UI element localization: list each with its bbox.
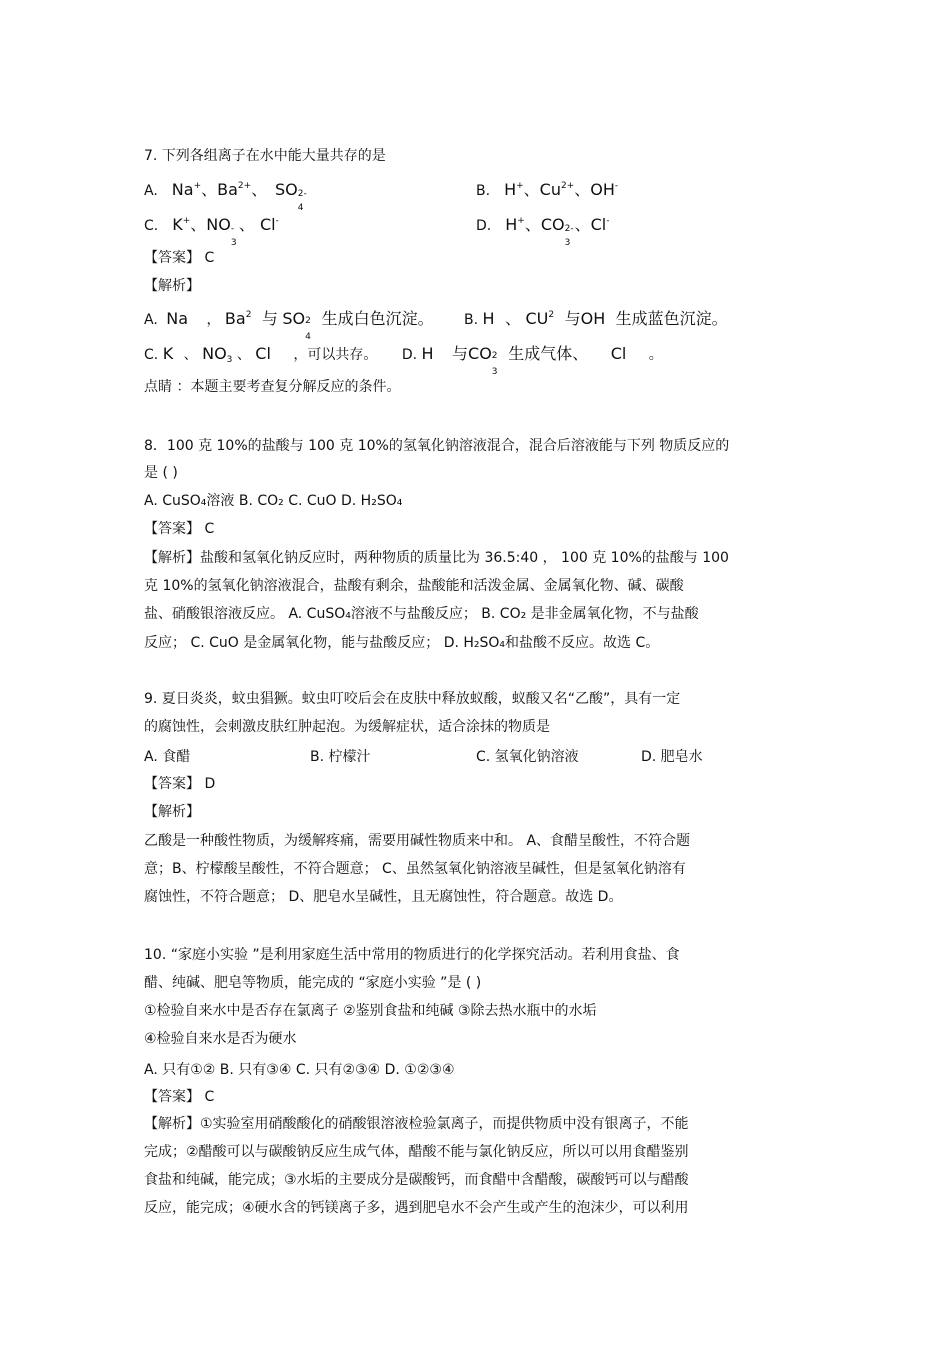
q10-explanation-line-4: 反应，能完成；④硬水含的钙镁离子多，遇到肥皂水不会产生或产生的泡沫少，可以利用 — [144, 1200, 689, 1216]
q9-option-a: A. 食醋 — [144, 749, 191, 765]
q10-stem-line-1: 10. “家庭小实验 ”是利用家庭生活中常用的物质进行的化学探究活动。若利用食盐、食 — [144, 947, 680, 963]
q7-tip: 点睛 ：本题主要考查复分解反应的条件。 — [144, 379, 401, 395]
q7-answer: 【答案】 C — [144, 250, 215, 266]
q8-explanation-line-4: 反应； C. CuO 是金属氧化物，能与盐酸反应； D. H₂SO₄和盐酸不反应。故选 C。 — [144, 635, 660, 651]
q10-stem-line-2: 醋、纯碱、肥皂等物质，能完成的 “家庭小实验 ”是 ( ) — [144, 975, 482, 991]
q9-stem-line-1: 9. 夏日炎炎，蚊虫猖獗。蚊虫叮咬后会在皮肤中释放蚁酸，蚁酸又名“乙酸”，具有一定 — [144, 691, 681, 707]
q10-answer: 【答案】 C — [144, 1089, 215, 1105]
q7-option-d: D. H+、CO 2- 3 、Cl- — [476, 215, 610, 248]
q8-stem-line-2: 是 ( ) — [144, 465, 178, 481]
q8-explanation-line-2: 克 10%的氢氧化钠溶液混合，盐酸有剩余，盐酸能和活泼金属、金属氧化物、碱、碳酸 — [144, 578, 684, 594]
q10-items-line-1: ①检验自来水中是否存在氯离子 ②鉴别食盐和纯碱 ③除去热水瓶中的水垢 — [144, 1003, 597, 1019]
q10-explanation-line-2: 完成；②醋酸可以与碳酸钠反应生成气体，醋酸不能与氯化钠反应，所以可以用食醋鉴别 — [144, 1144, 689, 1160]
q7-analysis-line-2: C. K 、 $NO_3$ 、 Cl ，可以共存。 D. H 与CO 2 3 生成气体、 Cl 。 — [144, 344, 663, 377]
q8-answer: 【答案】 C — [144, 521, 215, 537]
q9-explanation-line-1: 乙酸是一种酸性物质，为缓解疼痛，需要用碱性物质来中和。 A、食醋呈酸性，不符合题 — [144, 833, 691, 849]
q9-option-c: C. 氢氧化钠溶液 — [476, 749, 579, 765]
q7-option-b: B. H+、$Cu^{2+}$、OH- — [476, 180, 619, 199]
q10-options: A. 只有①② B. 只有③④ C. 只有②③④ D. ①②③④ — [144, 1062, 455, 1078]
q9-option-b: B. 柠檬汁 — [310, 749, 371, 765]
q7-analysis-label: 【解析】 — [144, 278, 200, 294]
q7-option-a-so4: SO 2- 4 — [275, 180, 307, 213]
q10-items-line-2: ④检验自来水是否为硬水 — [144, 1031, 297, 1047]
q10-explanation-line-3: 食盐和纯碱，能完成；③水垢的主要成分是碳酸钙，而食醋中含醋酸，碳酸钙可以与醋酸 — [144, 1172, 689, 1188]
q9-answer: 【答案】 D — [144, 776, 216, 792]
q9-explanation-line-3: 腐蚀性，不符合题意； D、肥皂水呈碱性，且无腐蚀性，符合题意。故选 D。 — [144, 889, 623, 905]
q8-explanation-line-3: 盐、硝酸银溶液反应。 A. CuSO₄溶液不与盐酸反应； B. CO₂ 是非金属氧化物，不与盐酸 — [144, 606, 699, 622]
q7-option-a: A. Na+、$Ba^{2+}$、 — [144, 180, 268, 199]
q9-explanation-line-2: 意；B、柠檬酸呈酸性，不符合题意； C、虽然氢氧化钠溶液呈碱性，但是氢氧化钠溶有 — [144, 861, 686, 877]
q8-explanation-line-1: 【解析】盐酸和氢氧化钠反应时，两种物质的质量比为 36.5:40 ， 100 克 10%的盐酸与 100 — [144, 550, 729, 566]
q9-stem-line-2: 的腐蚀性，会刺激皮肤红肿起泡。为缓解症状，适合涂抹的物质是 — [144, 719, 550, 735]
q8-options: A. CuSO₄溶液 B. CO₂ C. CuO D. H₂SO₄ — [144, 493, 403, 509]
q10-explanation-line-1: 【解析】①实验室用硝酸酸化的硝酸银溶液检验氯离子，而提供物质中没有银离子，不能 — [144, 1116, 689, 1132]
q8-stem-line-1: 8．100 克 10%的盐酸与 100 克 10%的氢氧化钠溶液混合，混合后溶液能与下列 物质反应的 — [144, 438, 730, 454]
q9-analysis-label: 【解析】 — [144, 804, 200, 820]
q7-option-c: C. K+、NO - 3 、 Cl- — [144, 215, 279, 248]
q7-analysis-line-1: A. Na ， Ba$^2$ 与 SO 2 4 生成白色沉淀。 B. H 、 $CU^2$ 与OH 生成蓝色沉淀。 — [144, 309, 728, 342]
q7-stem: 7. 下列各组离子在水中能大量共存的是 — [144, 148, 386, 164]
q9-option-d: D. 肥皂水 — [641, 749, 703, 765]
